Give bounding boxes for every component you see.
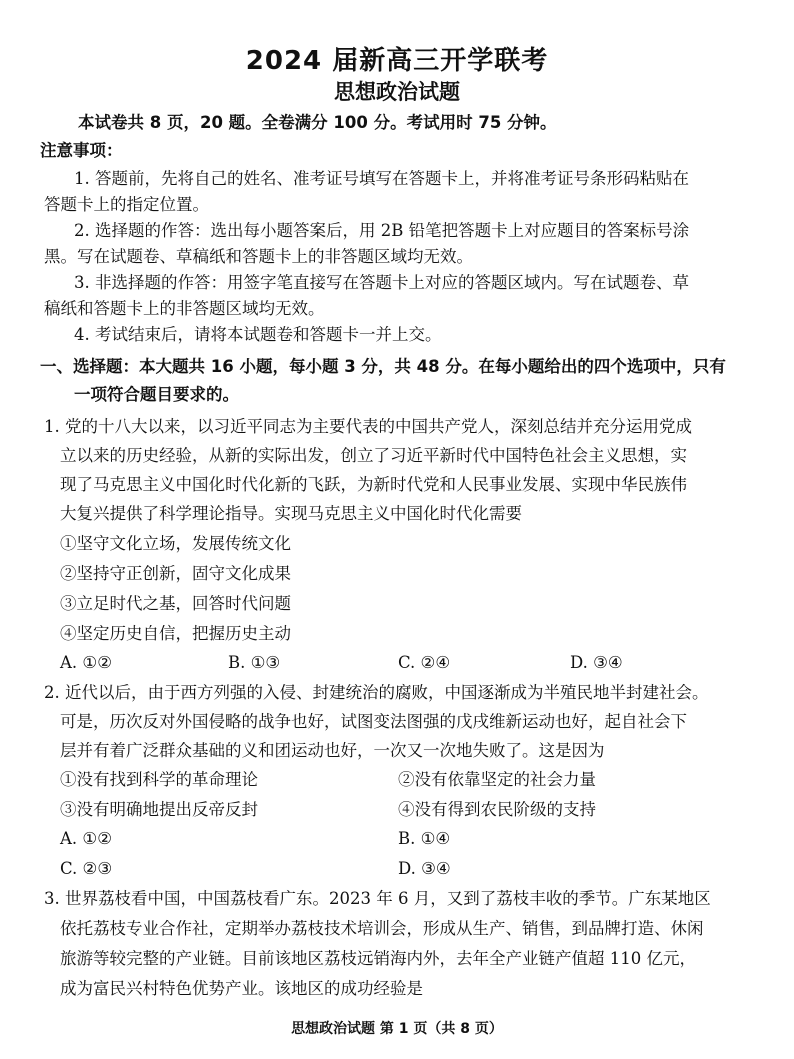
q2-option-b: B. ①④ xyxy=(398,829,451,848)
q2-stem-line-1: 2. 近代以后，由于西方列强的入侵、封建统治的腐败，中国逐渐成为半殖民地半封建社会。 xyxy=(44,683,709,702)
notes-heading: 注意事项： xyxy=(40,141,123,160)
q1-option-d: D. ③④ xyxy=(570,653,623,672)
q2-statement-1: ①没有找到科学的革命理论 xyxy=(60,770,258,789)
q2-statement-4: ④没有得到农民阶级的支持 xyxy=(398,800,596,819)
note-2-line-2: 黑。写在试题卷、草稿纸和答题卡上的非答题区域均无效。 xyxy=(44,247,473,266)
q3-stem-line-1: 3. 世界荔枝看中国，中国荔枝看广东。2023 年 6 月，又到了荔枝丰收的季节。广东某地区 xyxy=(44,889,711,908)
note-4: 4. 考试结束后，请将本试题卷和答题卡一并上交。 xyxy=(74,325,442,344)
q2-option-a: A. ①② xyxy=(60,829,112,848)
q1-stem-line-3: 现了马克思主义中国化时代化新的飞跃，为新时代党和人民事业发展、实现中华民族伟 xyxy=(60,475,687,494)
q1-stem-line-1: 1. 党的十八大以来，以习近平同志为主要代表的中国共产党人，深刻总结并充分运用党成 xyxy=(44,417,692,436)
section-1-heading-cont: 一项符合题目要求的。 xyxy=(74,385,239,404)
q1-statement-4: ④坚定历史自信，把握历史主动 xyxy=(60,624,291,643)
exam-info: 本试卷共 8 页，20 题。全卷满分 100 分。考试用时 75 分钟。 xyxy=(78,113,557,132)
section-1-heading: 一、选择题：本大题共 16 小题，每小题 3 分，共 48 分。在每小题给出的四个选项中，只有 xyxy=(40,357,726,376)
note-1-line-1: 1. 答题前，先将自己的姓名、准考证号填写在答题卡上，并将准考证号条形码粘贴在 xyxy=(74,169,689,188)
q1-option-a: A. ①② xyxy=(60,653,112,672)
q3-stem-line-4: 成为富民兴村特色优势产业。该地区的成功经验是 xyxy=(60,979,423,998)
q2-statement-3: ③没有明确地提出反帝反封 xyxy=(60,800,258,819)
q3-stem-line-2: 依托荔枝专业合作社，定期举办荔枝技术培训会，形成从生产、销售，到品牌打造、休闲 xyxy=(60,919,704,938)
q1-stem-line-2: 立以来的历史经验，从新的实际出发，创立了习近平新时代中国特色社会主义思想，实 xyxy=(60,446,687,465)
note-2-line-1: 2. 选择题的作答：选出每小题答案后，用 2B 铅笔把答题卡上对应题目的答案标号涂 xyxy=(74,221,690,240)
q3-stem-line-3: 旅游等较完整的产业链。目前该地区荔枝远销海内外，去年全产业链产值超 110 亿元， xyxy=(60,949,696,968)
q1-statement-1: ①坚守文化立场，发展传统文化 xyxy=(60,534,291,553)
note-3-line-2: 稿纸和答题卡上的非答题区域均无效。 xyxy=(44,299,325,318)
q1-option-c: C. ②④ xyxy=(398,653,451,672)
q2-option-d: D. ③④ xyxy=(398,859,451,878)
q2-stem-line-3: 层并有着广泛群众基础的义和团运动也好，一次又一次地失败了。这是因为 xyxy=(60,741,605,760)
note-3-line-1: 3. 非选择题的作答：用签字笔直接写在答题卡上对应的答题区域内。写在试题卷、草 xyxy=(74,273,689,292)
page-footer: 思想政治试题 第 1 页（共 8 页） xyxy=(291,1021,503,1037)
q1-statement-3: ③立足时代之基，回答时代问题 xyxy=(60,594,291,613)
note-1-line-2: 答题卡上的指定位置。 xyxy=(44,195,209,214)
exam-title: 2024 届新高三开学联考 xyxy=(245,46,549,76)
q2-option-c: C. ②③ xyxy=(60,859,113,878)
q1-option-b: B. ①③ xyxy=(228,653,281,672)
q2-stem-line-2: 可是，历次反对外国侵略的战争也好，试图变法图强的戊戌维新运动也好，起自社会下 xyxy=(60,712,687,731)
q1-stem-line-4: 大复兴提供了科学理论指导。实现马克思主义中国化时代化需要 xyxy=(60,504,522,523)
exam-subtitle: 思想政治试题 xyxy=(334,80,460,104)
q2-statement-2: ②没有依靠坚定的社会力量 xyxy=(398,770,596,789)
q1-statement-2: ②坚持守正创新，固守文化成果 xyxy=(60,564,291,583)
